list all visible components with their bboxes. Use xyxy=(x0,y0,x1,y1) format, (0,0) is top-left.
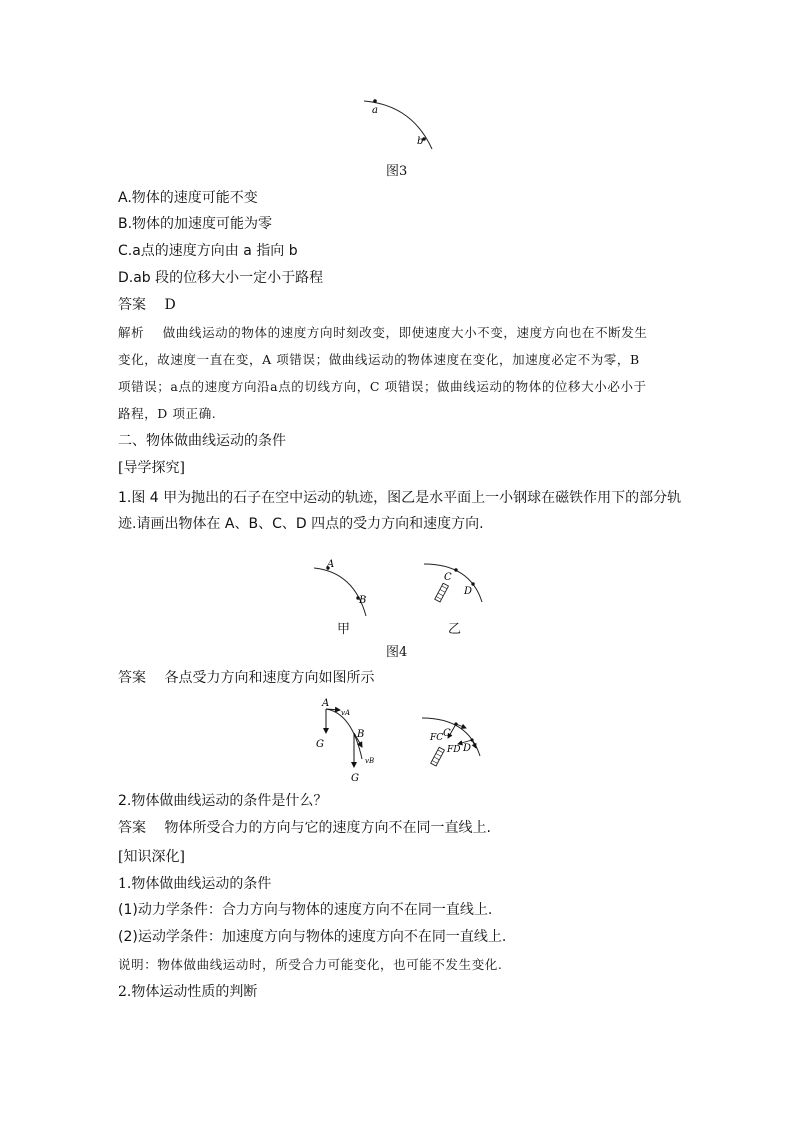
figure-4-sub-jia: 甲 xyxy=(337,622,351,637)
answer-2 xyxy=(118,668,374,688)
answer-vA-label: vA xyxy=(341,709,351,717)
analysis-label: 解析 xyxy=(118,325,145,340)
analysis-line-4: 路程，D 项正确. xyxy=(118,406,217,421)
answer-label: 答案 xyxy=(118,670,146,686)
point-b-label: b xyxy=(417,136,424,147)
answer-A-label: A xyxy=(322,698,330,709)
analysis-line-3: 项错误；a点的速度方向沿a点的切线方向，C 项错误；做曲线运动的物体的位移大小必小于 xyxy=(118,379,647,394)
answer-label: 答案 xyxy=(118,297,146,313)
analysis-line-2: 变化，故速度一直在变，A 项错误；做曲线运动的物体速度在变化，加速度必定不为零，B xyxy=(118,352,640,367)
magnet-icon xyxy=(431,747,445,766)
point-a-label: a xyxy=(372,105,378,116)
answer-vB-label: vB xyxy=(365,757,375,765)
question-1-line-1: 1.图 4 甲为抛出的石子在空中运动的轨迹，图乙是水平面上一小钢球在磁铁作用下的部分轨 xyxy=(118,490,682,506)
answer-B-label: B xyxy=(357,729,365,740)
guide-tag: [导学探究] xyxy=(118,460,185,476)
option-a: A.物体的速度可能不变 xyxy=(118,190,258,206)
knowledge-1-title: 1.物体做曲线运动的条件 xyxy=(118,876,272,892)
answer-value: 物体所受合力的方向与它的速度方向不在同一直线上. xyxy=(164,820,491,836)
answer-label: 答案 xyxy=(118,820,146,836)
point-C-label: C xyxy=(444,572,452,583)
question-2: 2.物体做曲线运动的条件是什么？ xyxy=(118,793,328,809)
answer-D-label: D xyxy=(463,743,472,754)
answer-figure-yi xyxy=(418,712,498,782)
figure-3-curve xyxy=(360,95,450,155)
answer-figure-jia xyxy=(310,697,380,787)
answer-3 xyxy=(118,818,491,838)
knowledge-1-note: 说明：物体做曲线运动时，所受合力可能变化，也可能不发生变化. xyxy=(118,957,503,972)
answer-C-label: C xyxy=(443,728,451,739)
answer-value: D xyxy=(164,297,176,313)
knowledge-1-item-2: (2)运动学条件：加速度方向与物体的速度方向不在同一直线上. xyxy=(118,929,507,945)
knowledge-2-title: 2.物体运动性质的判断 xyxy=(118,984,258,1000)
point-B-label: B xyxy=(359,595,367,606)
answer-1 xyxy=(118,295,176,315)
figure-4-yi xyxy=(420,558,500,618)
answer-G2-label: G xyxy=(351,773,359,784)
point-D-label: D xyxy=(464,586,473,597)
analysis-line-1: 解析 做曲线运动的物体的速度方向时刻改变，即使速度大小不变，速度方向也在不断发生 xyxy=(118,325,648,340)
option-c: C.a点的速度方向由 a 指向 b xyxy=(118,243,298,259)
question-1-line-2: 迹.请画出物体在 A、B、C、D 四点的受力方向和速度方向. xyxy=(118,516,484,532)
figure-4-sub-yi: 乙 xyxy=(448,622,462,637)
point-A-label: A xyxy=(327,559,335,570)
option-d: D.ab 段的位移大小一定小于路程 xyxy=(118,270,324,286)
option-b: B.物体的加速度可能为零 xyxy=(118,216,273,232)
figure-3-caption: 图3 xyxy=(386,164,408,179)
answer-FD-label: FD xyxy=(447,745,461,755)
magnet-icon xyxy=(435,583,449,602)
answer-value: 各点受力方向和速度方向如图所示 xyxy=(164,670,375,686)
answer-G1-label: G xyxy=(316,739,324,750)
figure-4-caption: 图4 xyxy=(386,645,408,660)
answer-FC-label: FC xyxy=(430,733,444,743)
knowledge-1-item-1: (1)动力学条件：合力方向与物体的速度方向不在同一直线上. xyxy=(118,902,493,918)
section-2-title: 二、物体做曲线运动的条件 xyxy=(118,433,286,449)
deepen-tag: [知识深化] xyxy=(118,849,185,865)
